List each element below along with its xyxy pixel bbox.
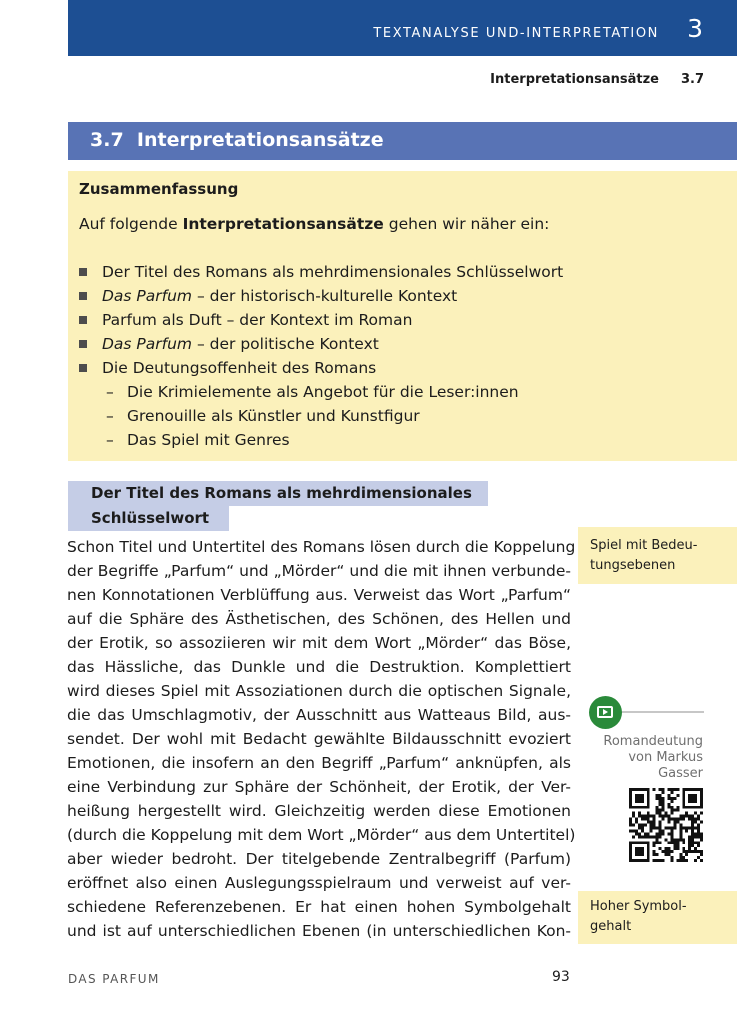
- body-line: der Erotik, so assoziieren wir mit dem Wort „Mörder“ das Böse,: [67, 634, 571, 652]
- square-bullet-icon: [79, 340, 87, 348]
- margin-note-line: Spiel mit Bedeu-: [590, 538, 698, 553]
- section-title-text: Interpretationsansätze: [136, 129, 384, 151]
- video-play-icon[interactable]: [589, 696, 622, 729]
- sub-list-item-text: Die Krimielemente als Angebot für die Leser:innen: [127, 383, 519, 401]
- square-bullet-icon: [79, 316, 87, 324]
- list-item: [76, 332, 563, 356]
- body-line: eröffnet also einen Auslegungsspielraum und verweist auf ver-: [67, 874, 571, 892]
- list-item: [76, 356, 563, 380]
- list-item-text: – der politische Kontext: [192, 335, 379, 353]
- summary-list: [76, 260, 563, 452]
- running-section-number: 3.7: [680, 72, 704, 87]
- dash-bullet-icon: –: [106, 407, 114, 425]
- subsection-title-line1: Der Titel des Romans als mehrdimensionales: [91, 484, 472, 502]
- chapter-title: TEXTANALYSE UND-INTERPRETATION: [373, 26, 659, 41]
- video-caption-line: von Markus: [628, 750, 703, 765]
- body-line: nen Konnotationen Verblüffung aus. Verweist das Wort „Parfum“: [67, 586, 571, 604]
- list-item: [76, 260, 563, 284]
- dash-bullet-icon: –: [106, 431, 114, 449]
- running-head: [68, 72, 704, 87]
- body-line: auf die Sphäre des Ästhetischen, des Schönen, des Hellen und: [67, 610, 571, 628]
- summary-intro: [79, 215, 549, 233]
- section-number: 3.7: [90, 129, 124, 151]
- page-number: 93: [552, 969, 570, 985]
- body-line: sendet. Der wohl mit Bedacht gewählte Bildausschnitt evoziert: [67, 730, 571, 748]
- summary-heading: Zusammenfassung: [79, 180, 239, 198]
- list-item-text: – der historisch-kulturelle Kontext: [192, 287, 458, 305]
- sub-list-item: [76, 428, 563, 452]
- dash-bullet-icon: –: [106, 383, 114, 401]
- sub-list-item-text: Grenouille als Künstler und Kunstfigur: [127, 407, 420, 425]
- body-line: die das Umschlagmotiv, der Ausschnitt aus Watteaus Bild, aus-: [67, 706, 571, 724]
- chapter-number: 3: [687, 14, 703, 43]
- summary-intro-suffix: gehen wir näher ein:: [383, 215, 550, 233]
- section-title: [90, 129, 384, 151]
- video-caption-line: Romandeutung: [603, 734, 703, 749]
- margin-note-bedeutungsebenen: [578, 527, 737, 584]
- list-item-text: Parfum als Duft – der Kontext im Roman: [102, 311, 413, 329]
- margin-note-symbolgehalt: [578, 891, 737, 944]
- footer-book-title: DAS PARFUM: [68, 972, 160, 986]
- body-line: (durch die Koppelung mit dem Wort „Mörder“ aus dem Untertitel): [67, 826, 576, 844]
- sub-list-item: [76, 404, 563, 428]
- list-item-text: Die Deutungsoffenheit des Romans: [102, 359, 377, 377]
- body-line: wird dieses Spiel mit Assoziationen durch die optischen Signale,: [67, 682, 571, 700]
- subsection-title-line2: Schlüsselwort: [91, 509, 210, 527]
- list-item-text: Der Titel des Romans als mehrdimensionales Schlüsselwort: [102, 263, 564, 281]
- subsection-heading-line1: [68, 481, 488, 506]
- qr-code-icon[interactable]: [629, 788, 703, 862]
- running-section-title: Interpretationsansätze: [490, 72, 659, 87]
- square-bullet-icon: [79, 292, 87, 300]
- list-item: [76, 284, 563, 308]
- subsection-heading-line2: [68, 506, 229, 531]
- body-line: der Begriffe „Parfum“ und „Mörder“ und die mit ihnen verbunde-: [67, 562, 571, 580]
- sub-list-item: [76, 380, 563, 404]
- body-line: heißung hergestellt wird. Gleichzeitig werden diese Emotionen: [67, 802, 571, 820]
- chapter-banner: [68, 0, 737, 56]
- sub-list-item-text: Das Spiel mit Genres: [127, 431, 290, 449]
- margin-note-line: gehalt: [590, 919, 632, 934]
- summary-box: [68, 171, 737, 461]
- list-item-italic: Das Parfum: [102, 287, 193, 305]
- body-line: eine Verbindung zur Sphäre der Schönheit, der Erotik, der Ver-: [67, 778, 571, 796]
- margin-note-line: Hoher Symbol-: [590, 899, 687, 914]
- video-caption-line: Gasser: [658, 766, 703, 781]
- body-line: und ist auf unterschiedlichen Ebenen (in unterschiedlichen Kon-: [67, 922, 571, 940]
- body-line: Emotionen, die insofern an den Begriff „Parfum“ anknüpfen, als: [67, 754, 571, 772]
- body-line: das Hässliche, das Dunkle und die Destruktion. Komplettiert: [67, 658, 571, 676]
- list-item: [76, 308, 563, 332]
- section-heading-bar: [68, 122, 737, 160]
- body-line: aber wieder bedroht. Der titelgebende Zentralbegriff (Parfum): [67, 850, 571, 868]
- video-caption: [573, 734, 703, 782]
- margin-note-line: tungsebenen: [590, 558, 676, 573]
- play-triangle-shape: [603, 709, 608, 715]
- summary-intro-bold: Interpretationsansätze: [182, 215, 384, 233]
- body-line: Schon Titel und Untertitel des Romans lösen durch die Koppelung: [67, 538, 576, 556]
- body-text: [67, 535, 576, 943]
- square-bullet-icon: [79, 268, 87, 276]
- summary-intro-prefix: Auf folgende: [79, 215, 183, 233]
- body-line: schiedene Referenzebenen. Er hat einen hohen Symbolgehalt: [67, 898, 571, 916]
- square-bullet-icon: [79, 364, 87, 372]
- list-item-italic: Das Parfum: [102, 335, 193, 353]
